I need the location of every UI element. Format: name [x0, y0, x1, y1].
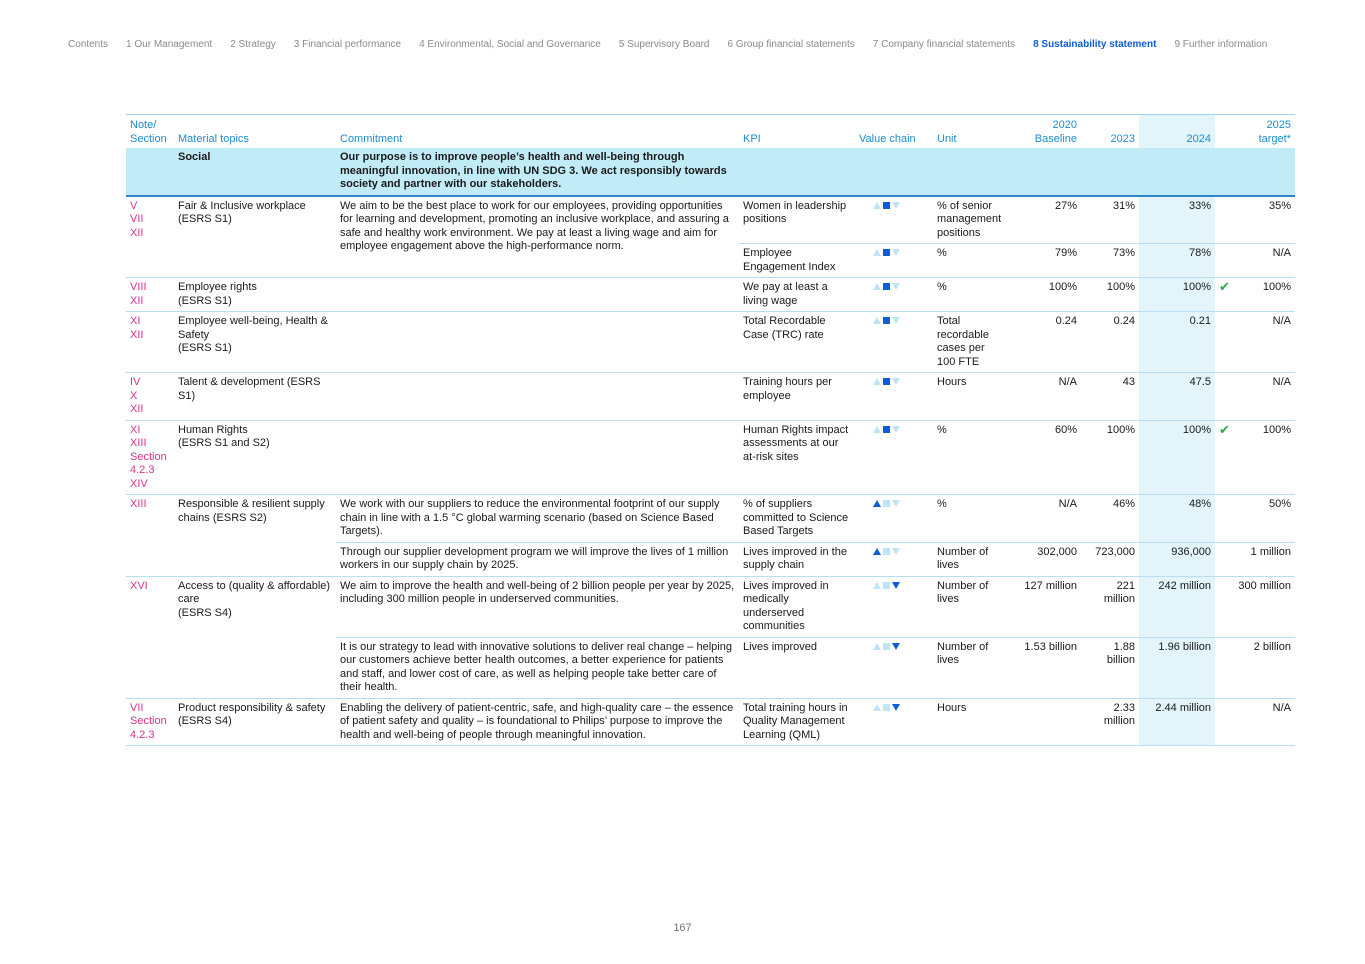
note-ref[interactable]: XI: [130, 315, 141, 327]
value-chain-indicator: [873, 378, 900, 385]
downstream-triangle-icon: [892, 283, 900, 290]
target-value: 2 billion: [1253, 640, 1291, 653]
value-2023-cell: 221 million: [1081, 576, 1139, 637]
unit-cell: Number of lives: [933, 576, 1010, 637]
baseline-2020-cell: 302,000: [1010, 542, 1081, 576]
downstream-triangle-icon: [892, 317, 900, 324]
value-2024-cell: 936,000: [1139, 542, 1215, 576]
own-operations-square-icon: [883, 249, 890, 256]
material-topic-line: Employee well-being, Health & Safety: [178, 315, 328, 341]
own-operations-square-icon: [883, 704, 890, 711]
note-section-cell: [126, 373, 174, 421]
upstream-triangle-icon: [873, 582, 881, 589]
section-topic: Social: [174, 148, 336, 196]
material-topic-line: (ESRS S4): [178, 606, 232, 619]
unit-cell: %: [933, 420, 1010, 495]
value-chain-indicator: [873, 202, 900, 209]
value-2024-cell: 47.5: [1139, 373, 1215, 421]
material-topic-line: Employee rights: [178, 281, 257, 293]
value-2023-cell: 723,000: [1081, 542, 1139, 576]
commitment-cell: We aim to be the best place to work for our employees, providing opportunities for learning and development, promoting an inclusive workplace, and assuring a safe and healthy work environment. We pay at least a living wage and aim for employee engagement above the high-performance norm.: [336, 196, 739, 278]
material-topic-line: Access to (quality & affordable) care: [178, 579, 331, 605]
target-2025-cell: [1215, 244, 1295, 278]
value-chain-indicator: [873, 283, 900, 290]
own-operations-square-icon: [883, 426, 890, 433]
value-2023-cell: 0.24: [1081, 312, 1139, 373]
note-ref[interactable]: XII: [130, 403, 144, 415]
value-2023-cell: 46%: [1081, 495, 1139, 543]
material-topic-line: (ESRS S4): [178, 715, 232, 727]
baseline-2020-cell: 79%: [1010, 244, 1081, 278]
section-row-social: [126, 148, 1295, 196]
commitment-cell: [336, 278, 739, 312]
downstream-triangle-icon: [892, 249, 900, 256]
value-chain-indicator: [873, 426, 900, 433]
upstream-triangle-icon: [873, 378, 881, 385]
target-value: 100%: [1262, 281, 1291, 293]
downstream-triangle-icon: [892, 378, 900, 385]
value-2023-cell: 100%: [1081, 278, 1139, 312]
nav-item-3-financial-performance[interactable]: 3 Financial performance: [293, 39, 402, 50]
note-ref[interactable]: XII: [130, 226, 144, 239]
note-ref[interactable]: XII: [130, 328, 144, 341]
target-2025-cell: [1215, 196, 1295, 244]
note-ref[interactable]: XI: [130, 423, 141, 436]
header-2023: 2023: [1081, 115, 1139, 149]
upstream-triangle-icon: [873, 426, 881, 433]
value-chain-indicator: [873, 582, 900, 589]
note-section-cell: [126, 420, 174, 495]
value-chain-cell: [855, 576, 933, 637]
target-value: 300 million: [1238, 579, 1291, 592]
kpi-cell: % of suppliers committed to Science Based Targets: [739, 495, 855, 543]
value-chain-indicator: [873, 317, 900, 324]
value-2024-cell: 33%: [1139, 196, 1215, 244]
unit-cell: Total recordable cases per 100 FTE: [933, 312, 1010, 373]
own-operations-square-icon: [883, 643, 890, 650]
note-ref[interactable]: XII: [130, 294, 144, 307]
target-2025-cell: [1215, 420, 1295, 495]
commitment-cell: [336, 420, 739, 495]
unit-cell: Hours: [933, 373, 1010, 421]
own-operations-square-icon: [883, 202, 890, 209]
upstream-triangle-icon: [873, 202, 881, 209]
downstream-triangle-icon: [892, 582, 900, 589]
top-navigation: [68, 39, 1285, 50]
kpi-cell: Training hours per employee: [739, 373, 855, 421]
own-operations-square-icon: [883, 582, 890, 589]
header-note: Note/ Section: [126, 115, 174, 149]
value-chain-cell: [855, 495, 933, 543]
target-value: 100%: [1262, 423, 1291, 436]
material-topic-cell: [174, 698, 336, 746]
note-section-cell: [126, 312, 174, 373]
baseline-2020-cell: 0.24: [1010, 312, 1081, 373]
value-2023-cell: 73%: [1081, 244, 1139, 278]
kpi-cell: We pay at least a living wage: [739, 278, 855, 312]
own-operations-square-icon: [883, 548, 890, 555]
value-2024-cell: 0.21: [1139, 312, 1215, 373]
value-2024-cell: 1.96 billion: [1139, 637, 1215, 698]
commitment-cell: Through our supplier development program we will improve the lives of 1 million workers in our supply chain by 2025.: [336, 542, 739, 576]
baseline-2020-cell: 1.53 billion: [1010, 637, 1081, 698]
note-ref[interactable]: XVI: [130, 579, 148, 592]
material-topic-cell: [174, 495, 336, 577]
value-2024-cell: 242 million: [1139, 576, 1215, 637]
target-value: 50%: [1268, 498, 1291, 510]
target-2025-cell: [1215, 278, 1295, 312]
commitment-cell: It is our strategy to lead with innovative solutions to deliver real change – helping our customers achieve better health outcomes, a better experience for patients and staff, and lower cost of care, as well as helping people take better care of their health.: [336, 637, 739, 698]
material-topic-line: (ESRS S1): [178, 342, 232, 354]
value-chain-cell: [855, 698, 933, 746]
note-ref[interactable]: XIII: [130, 437, 147, 449]
commitment-cell: Enabling the delivery of patient-centric, safe, and high-quality care – the essence of patient safety and quality – is foundational to Philips’ purpose to improve the health and well-being of people through meaningful innovation.: [336, 698, 739, 746]
table-row: [126, 420, 1295, 495]
note-ref[interactable]: X: [130, 389, 138, 402]
note-ref[interactable]: 4.2.3: [130, 728, 155, 741]
target-value: N/A: [1272, 315, 1291, 327]
target-2025-cell: [1215, 542, 1295, 576]
note-ref[interactable]: Section: [130, 450, 167, 463]
material-topic-cell: [174, 420, 336, 495]
value-2024-cell: 2.44 million: [1139, 698, 1215, 746]
target-2025-cell: [1215, 576, 1295, 637]
downstream-triangle-icon: [892, 548, 900, 555]
value-chain-cell: [855, 244, 933, 278]
section-commitment: Our purpose is to improve people’s health and well-being through meaningful innovation, in line with UN SDG 3. We act responsibly towards society and partner with our stakeholders.: [336, 148, 739, 196]
value-2024-cell: 100%: [1139, 278, 1215, 312]
commitment-cell: We work with our suppliers to reduce the environmental footprint of our supply chain in line with a 1.5 °C global warming scenario (based on Science Based Targets).: [336, 495, 739, 543]
value-2023-cell: 1.88 billion: [1081, 637, 1139, 698]
value-chain-cell: [855, 312, 933, 373]
material-topic-cell: [174, 312, 336, 373]
unit-cell: %: [933, 244, 1010, 278]
note-section-cell: [126, 196, 174, 278]
value-chain-cell: [855, 420, 933, 495]
note-section-cell: [126, 495, 174, 577]
target-value: N/A: [1272, 247, 1291, 259]
commitment-cell: [336, 312, 739, 373]
header-baseline: 2020 Baseline: [1010, 115, 1081, 149]
unit-cell: % of senior management positions: [933, 196, 1010, 244]
baseline-2020-cell: 100%: [1010, 278, 1081, 312]
baseline-2020-cell: 60%: [1010, 420, 1081, 495]
upstream-triangle-icon: [873, 249, 881, 256]
table-row: [126, 196, 1295, 244]
target-value: 1 million: [1250, 545, 1291, 558]
table-row: [126, 576, 1295, 637]
target-2025-cell: [1215, 373, 1295, 421]
checkmark-icon: ✔: [1219, 421, 1230, 437]
header-commitment: Commitment: [336, 115, 739, 149]
nav-item-1-our-management[interactable]: 1 Our Management: [126, 39, 213, 50]
note-ref[interactable]: VIII: [130, 281, 147, 293]
value-2024-cell: 48%: [1139, 495, 1215, 543]
unit-cell: %: [933, 278, 1010, 312]
unit-cell: %: [933, 495, 1010, 543]
baseline-2020-cell: N/A: [1010, 373, 1081, 421]
downstream-triangle-icon: [892, 202, 900, 209]
material-topic-line: (ESRS S1): [178, 294, 232, 307]
value-chain-cell: [855, 373, 933, 421]
value-chain-cell: [855, 278, 933, 312]
nav-item-4-environmental-social-and-governance[interactable]: 4 Environmental, Social and Governance: [419, 39, 601, 50]
baseline-2020-cell: 27%: [1010, 196, 1081, 244]
value-2023-cell: 2.33 million: [1081, 698, 1139, 746]
header-kpi: KPI: [739, 115, 855, 149]
table-row: [126, 698, 1295, 746]
kpi-cell: Lives improved in the supply chain: [739, 542, 855, 576]
material-topic-cell: [174, 278, 336, 312]
value-2024-cell: 100%: [1139, 420, 1215, 495]
note-ref[interactable]: 4.2.3: [130, 464, 155, 476]
note-ref[interactable]: IV: [130, 376, 141, 388]
own-operations-square-icon: [883, 317, 890, 324]
nav-item-8-sustainability-statement[interactable]: 8 Sustainability statement: [1033, 39, 1157, 50]
material-topic-line: Product responsibility & safety: [178, 701, 326, 714]
value-chain-indicator: [873, 704, 900, 711]
sustainability-kpi-table: [126, 114, 1295, 746]
downstream-triangle-icon: [892, 500, 900, 507]
nav-item-9-further-information[interactable]: 9 Further information: [1174, 39, 1268, 50]
target-2025-cell: [1215, 495, 1295, 543]
nav-item-2-strategy[interactable]: 2 Strategy: [230, 39, 276, 50]
note-ref[interactable]: VII: [130, 701, 144, 714]
value-chain-indicator: [873, 643, 900, 650]
material-topic-cell: [174, 576, 336, 698]
note-section-cell: [126, 278, 174, 312]
note-ref[interactable]: V: [130, 199, 138, 212]
table-row: [126, 495, 1295, 543]
upstream-triangle-icon: [873, 643, 881, 650]
note-ref[interactable]: Section: [130, 715, 167, 727]
upstream-triangle-icon: [873, 283, 881, 290]
material-topic-line: Human Rights: [178, 423, 248, 436]
header-row: [126, 115, 1295, 149]
baseline-2020-cell: 127 million: [1010, 576, 1081, 637]
value-2023-cell: 43: [1081, 373, 1139, 421]
note-ref[interactable]: XIII: [130, 498, 147, 510]
note-section-cell: [126, 576, 174, 698]
upstream-triangle-icon: [873, 317, 881, 324]
table-row: [126, 373, 1295, 421]
baseline-2020-cell: [1010, 698, 1081, 746]
material-topic-cell: [174, 196, 336, 278]
upstream-triangle-icon: [873, 704, 881, 711]
value-chain-indicator: [873, 500, 900, 507]
kpi-cell: Lives improved: [739, 637, 855, 698]
table-row: [126, 312, 1295, 373]
downstream-triangle-icon: [892, 426, 900, 433]
kpi-cell: Employee Engagement Index: [739, 244, 855, 278]
header-2024: 2024: [1139, 115, 1215, 149]
nav-item-5-supervisory-board[interactable]: 5 Supervisory Board: [618, 39, 710, 50]
material-topic-cell: [174, 373, 336, 421]
target-2025-cell: [1215, 312, 1295, 373]
downstream-triangle-icon: [892, 643, 900, 650]
target-value: N/A: [1272, 701, 1291, 714]
nav-item-6-group-financial-statements[interactable]: 6 Group financial statements: [727, 39, 855, 50]
header-target: 2025 target*: [1215, 115, 1295, 149]
own-operations-square-icon: [883, 283, 890, 290]
value-2024-cell: 78%: [1139, 244, 1215, 278]
material-topic-line: (ESRS S1): [178, 213, 232, 225]
header-unit: Unit: [933, 115, 1010, 149]
note-section-cell: [126, 698, 174, 746]
kpi-cell: Women in leadership positions: [739, 196, 855, 244]
material-topic-line: Fair & Inclusive workplace: [178, 199, 306, 212]
kpi-cell: Total training hours in Quality Management Learning (QML): [739, 698, 855, 746]
checkmark-icon: ✔: [1219, 279, 1230, 294]
own-operations-square-icon: [883, 500, 890, 507]
header-value-chain: Value chain: [855, 115, 933, 149]
unit-cell: Number of lives: [933, 637, 1010, 698]
value-chain-cell: [855, 637, 933, 698]
own-operations-square-icon: [883, 378, 890, 385]
value-2023-cell: 31%: [1081, 196, 1139, 244]
value-chain-indicator: [873, 249, 900, 256]
unit-cell: Hours: [933, 698, 1010, 746]
target-2025-cell: [1215, 698, 1295, 746]
header-material-topics: Material topics: [174, 115, 336, 149]
value-chain-cell: [855, 542, 933, 576]
kpi-cell: Human Rights impact assessments at our at-risk sites: [739, 420, 855, 495]
note-ref[interactable]: VII: [130, 213, 144, 225]
downstream-triangle-icon: [892, 704, 900, 711]
table-row: [126, 278, 1295, 312]
material-topic-line: Responsible & resilient supply chains (ESRS S2): [178, 498, 325, 524]
kpi-cell: Lives improved in medically underserved communities: [739, 576, 855, 637]
page-number: 167: [673, 922, 692, 934]
commitment-cell: We aim to improve the health and well-being of 2 billion people per year by 2025, including 300 million people in underserved communities.: [336, 576, 739, 637]
baseline-2020-cell: N/A: [1010, 495, 1081, 543]
note-ref[interactable]: XIV: [130, 477, 148, 490]
material-topic-line: (ESRS S1 and S2): [178, 437, 270, 449]
nav-item-contents[interactable]: Contents: [68, 39, 109, 50]
target-value: N/A: [1272, 376, 1291, 388]
upstream-triangle-icon: [873, 548, 881, 555]
target-value: 35%: [1268, 199, 1291, 212]
kpi-cell: Total Recordable Case (TRC) rate: [739, 312, 855, 373]
value-2023-cell: 100%: [1081, 420, 1139, 495]
target-2025-cell: [1215, 637, 1295, 698]
commitment-cell: [336, 373, 739, 421]
material-topic-line: Talent & development (ESRS S1): [178, 376, 321, 402]
value-chain-indicator: [873, 548, 900, 555]
upstream-triangle-icon: [873, 500, 881, 507]
nav-item-7-company-financial-statements[interactable]: 7 Company financial statements: [872, 39, 1016, 50]
unit-cell: Number of lives: [933, 542, 1010, 576]
value-chain-cell: [855, 196, 933, 244]
